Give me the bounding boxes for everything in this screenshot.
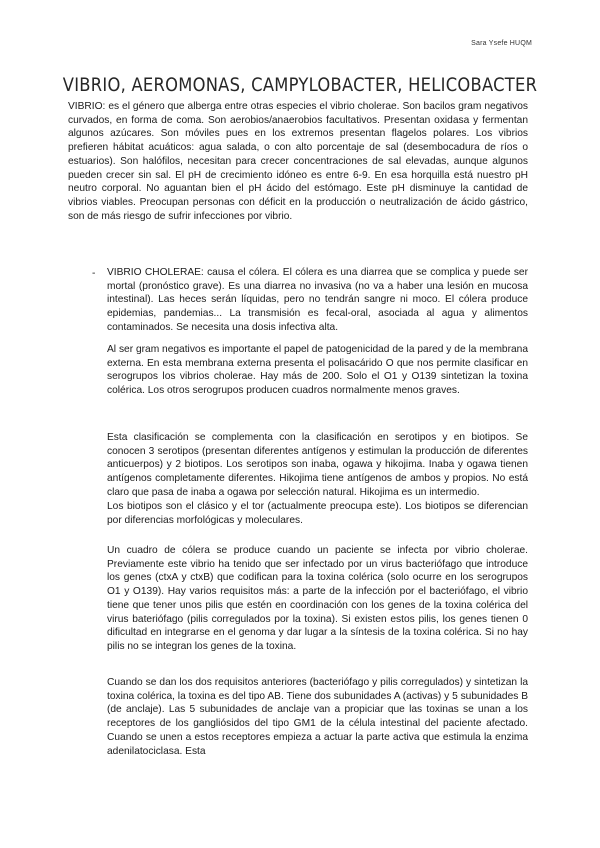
membrane-paragraph: Al ser gram negativos es importante el papel de patogenicidad de la pared y de la membrana externa. En esta membrana externa presenta el polisacárido O que nos permite clasificar en serogrupos los vibrios cholerae. Hay más de 200. Solo el O1 y O139 sintetizan la toxina colérica. Los otros serogrupos producen cuadros normalmente menos graves. <box>107 344 528 397</box>
document-title: VIBRIO, AEROMONAS, CAMPYLOBACTER, HELICOBACTER <box>62 74 538 96</box>
serotypes-paragraph: Esta clasificación se complementa con la clasificación en serotipos y en biotipos. Se conocen 3 serotipos (presentan diferentes antígenos y estimulan la producción de diferentes anticuerpos) y 2 biotipos. Los serotipos son inaba, ogawa y hikojima. Inaba y ogawa tienen antígenos completamente diferentes. Hikojima tiene antígenos de ambos y propios. No está claro que pasa de inaba a ogawa por selección natural. Hikojima es un intermedio. <box>107 432 528 498</box>
infection-paragraph: Un cuadro de cólera se produce cuando un paciente se infecta por vibrio cholerae. Previamente este vibrio ha tenido que ser infectado por un virus bacteriófago que introduce los genes (ctxA y ctxB) que codifican para la toxina colérica (solo ocurre en los serogrupos O1 y O139). Hay varios requisitos más: a parte de la infección por el bacteriófago, el vibrio tiene que tener unos pilis que estén en coordinación con los genes de la toxina colérica del virus bateriófago (pilis corregulados por la toxina). Si existen estos pilis, los genes tienen 0 dificultad en integrarse en el genoma y dar lugar a la síntesis de la toxina colérica. Si no hay pilis no se integran los genes de la toxina. <box>107 545 528 652</box>
cholerae-paragraph: VIBRIO CHOLERAE: causa el cólera. El cólera es una diarrea que se complica y puede ser mortal (pronóstico grave). Es una diarrea no invasiva (no va a haber una lesión en mucosa intestinal). Las heces serán líquidas, pero no tendrán sangre ni moco. El cólera produce epidemias, pandemias... La transmisión es fecal-oral, asociada al agua y alimentos contaminados. Se necesita una dosis infectiva alta. <box>107 267 528 333</box>
biotypes-paragraph: Los biotipos son el clásico y el tor (actualmente preocupa este). Los biotipos se diferencian por diferencias morfológicas y moleculares. <box>107 501 528 526</box>
toxin-paragraph: Cuando se dan los dos requisitos anteriores (bacteriófago y pilis corregulados) y sintetizan la toxina colérica, la toxina es del tipo AB. Tiene dos subunidades A (activas) y 5 subunidades B (de anclaje). Las 5 subunidades de anclaje van a propiciar que las toxinas se unan a los receptores de los gangliósidos del tipo GM1 de la célula intestinal del paciente afectado. Cuando se unen a estos receptores empieza a actuar la parte activa que estimula la enzima adenilatociclasa. Esta <box>107 677 528 757</box>
bullet-marker: - <box>92 268 96 279</box>
author-header: Sara Ysefe HUQM <box>471 40 532 47</box>
intro-paragraph: VIBRIO: es el género que alberga entre otras especies el vibrio cholerae. Son bacilos gram negativos curvados, en forma de coma. Son aerobios/anaerobios facultativos. Presentan oxidasa y fermentan algunos azúcares. Son móviles pues en los extremos presentan flagelos polares. Los vibrios prefieren hábitat acuáticos: agua salada, o con alto porcentaje de sal (desembocadura de ríos o estuarios). Son halófilos, necesitan para crecer concentraciones de sal elevadas, aunque algunos pueden crecer sin sal. El pH de crecimiento idóneo es entre 6-9. En esa horquilla está nuestro pH neutro corporal. No aguantan bien el pH ácido del estómago. Este pH disminuye la cantidad de vibrios viables. Preocupan personas con déficit en la producción o neutralización de ácido gástrico, son de más riesgo de sufrir infecciones por vibrio. <box>68 101 528 222</box>
